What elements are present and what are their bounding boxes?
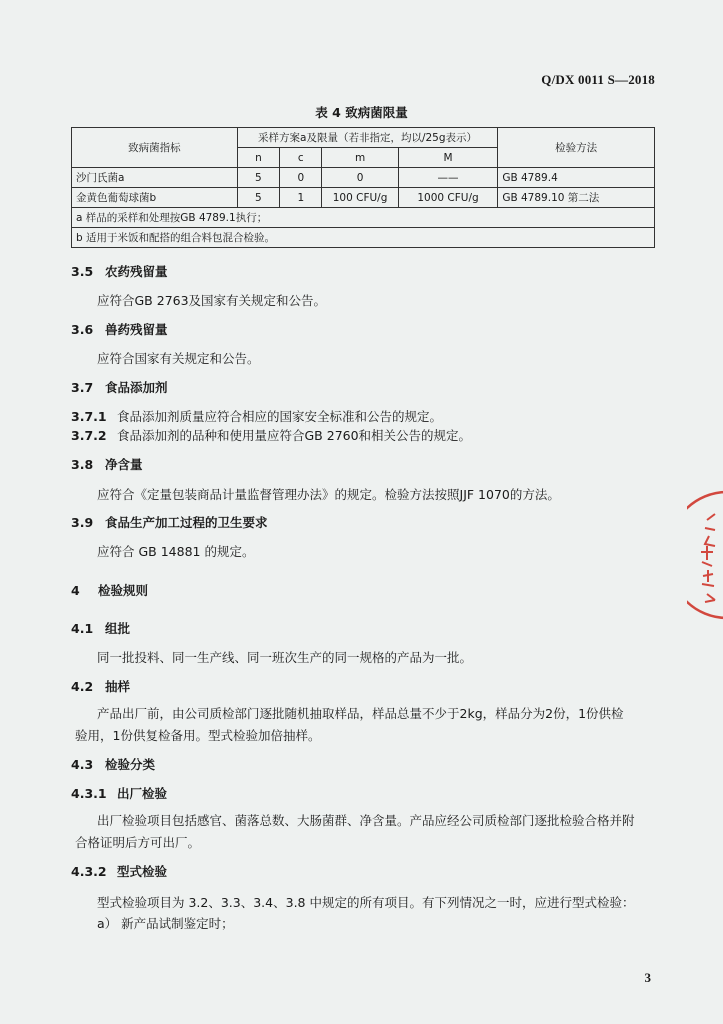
subsection-text: 食品添加剂的品种和使用量应符合GB 2760和相关公告的规定。 <box>117 428 472 443</box>
header-m-upper: M <box>398 148 498 168</box>
header-n: n <box>237 148 279 168</box>
table-row <box>72 168 655 188</box>
table-caption: 表 4 致病菌限量 <box>315 105 408 120</box>
section-title: 食品生产加工过程的卫生要求 <box>105 515 268 530</box>
list-item: a） 新产品试制鉴定时； <box>97 916 234 931</box>
section-number: 3.9 <box>71 515 94 530</box>
header-method: 检验方法 <box>498 128 655 168</box>
row-method: GB 4789.4 <box>498 168 655 188</box>
row-n: 5 <box>237 188 279 208</box>
table-note-row <box>72 228 655 248</box>
seal-glyph <box>705 514 715 546</box>
row-c: 1 <box>280 188 322 208</box>
section-heading <box>71 513 268 531</box>
subsection-heading <box>71 862 167 880</box>
row-M: 1000 CFU/g <box>398 188 498 208</box>
subsection-title: 型式检验 <box>117 864 168 879</box>
pathogen-limit-table <box>71 127 655 248</box>
row-M: —— <box>398 168 498 188</box>
seal-ring <box>687 492 723 618</box>
section-heading <box>71 619 130 637</box>
seal-glyph <box>705 594 715 602</box>
section-heading <box>71 262 168 280</box>
subsection-number: 3.7.1 <box>71 409 107 424</box>
section-title: 净含量 <box>105 457 143 472</box>
chapter-title: 检验规则 <box>98 583 149 598</box>
subsection-number: 4.3.2 <box>71 864 107 879</box>
header-plan: 采样方案a及限量（若非指定，均以/25g表示） <box>237 128 498 148</box>
section-title: 抽样 <box>105 679 131 694</box>
section-text: 应符合 GB 14881 的规定。 <box>97 544 255 559</box>
subsection-item <box>71 426 471 444</box>
section-text: 应符合国家有关规定和公告。 <box>97 351 260 366</box>
header-indicator: 致病菌指标 <box>72 128 238 168</box>
section-number: 3.8 <box>71 457 94 472</box>
page-number: 3 <box>644 970 651 985</box>
row-indicator: 沙门氏菌a <box>72 168 238 188</box>
chapter-number: 4 <box>71 583 80 598</box>
section-title: 食品添加剂 <box>105 380 168 395</box>
row-m: 0 <box>322 168 398 188</box>
seal-stamp <box>687 490 723 620</box>
section-number: 4.1 <box>71 621 94 636</box>
section-title: 兽药残留量 <box>105 322 168 337</box>
section-text: 应符合《定量包装商品计量监督管理办法》的规定。检验方法按照JJF 1070的方法。 <box>97 487 560 502</box>
section-heading <box>71 455 143 473</box>
subsection-text: 食品添加剂质量应符合相应的国家安全标准和公告的规定。 <box>117 409 443 424</box>
section-heading <box>71 320 168 338</box>
standard-code: Q/DX 0011 S—2018 <box>541 72 655 87</box>
table-header-row <box>72 128 655 148</box>
header-m-lower: m <box>322 148 398 168</box>
section-title: 农药残留量 <box>105 264 168 279</box>
seal-glyph <box>702 570 714 586</box>
table-note: a 样品的采样和处理按GB 4789.1执行； <box>72 208 655 228</box>
row-n: 5 <box>237 168 279 188</box>
section-heading <box>71 677 130 695</box>
subsection-title: 出厂检验 <box>117 786 168 801</box>
section-text: 出厂检验项目包括感官、菌落总数、大肠菌群、净含量。产品应经公司质检部门逐批检验合格并附合格证明后方可出厂。 <box>75 813 635 850</box>
section-text: 产品出厂前，由公司质检部门逐批随机抽取样品，样品总量不少于2kg，样品分为2份，1份供检验用，1份供复检备用。型式检验加倍抽样。 <box>75 706 624 743</box>
section-number: 3.5 <box>71 264 94 279</box>
table-note: b 适用于米饭和配搭的组合料包混合检验。 <box>72 228 655 248</box>
table-row <box>72 188 655 208</box>
subsection-number: 4.3.1 <box>71 786 107 801</box>
subsection-number: 3.7.2 <box>71 428 107 443</box>
section-number: 4.3 <box>71 757 94 772</box>
row-c: 0 <box>280 168 322 188</box>
section-title: 组批 <box>105 621 131 636</box>
section-heading <box>71 378 168 396</box>
header-c: c <box>280 148 322 168</box>
seal-glyph <box>701 546 713 566</box>
chapter-heading <box>71 581 148 599</box>
section-text: 应符合GB 2763及国家有关规定和公告。 <box>97 293 327 308</box>
seal-glyphs <box>701 514 715 602</box>
section-text: 同一批投料、同一生产线、同一班次生产的同一规格的产品为一批。 <box>97 650 473 665</box>
row-m: 100 CFU/g <box>322 188 398 208</box>
row-indicator: 金黄色葡萄球菌b <box>72 188 238 208</box>
section-number: 4.2 <box>71 679 94 694</box>
section-number: 3.6 <box>71 322 94 337</box>
section-number: 3.7 <box>71 380 94 395</box>
subsection-item <box>71 407 442 425</box>
table-note-row <box>72 208 655 228</box>
row-method: GB 4789.10 第二法 <box>498 188 655 208</box>
section-title: 检验分类 <box>105 757 156 772</box>
section-text: 型式检验项目为 3.2、3.3、3.4、3.8 中规定的所有项目。有下列情况之一时，应进行型式检验： <box>97 895 635 910</box>
subsection-heading <box>71 784 167 802</box>
section-heading <box>71 755 155 773</box>
